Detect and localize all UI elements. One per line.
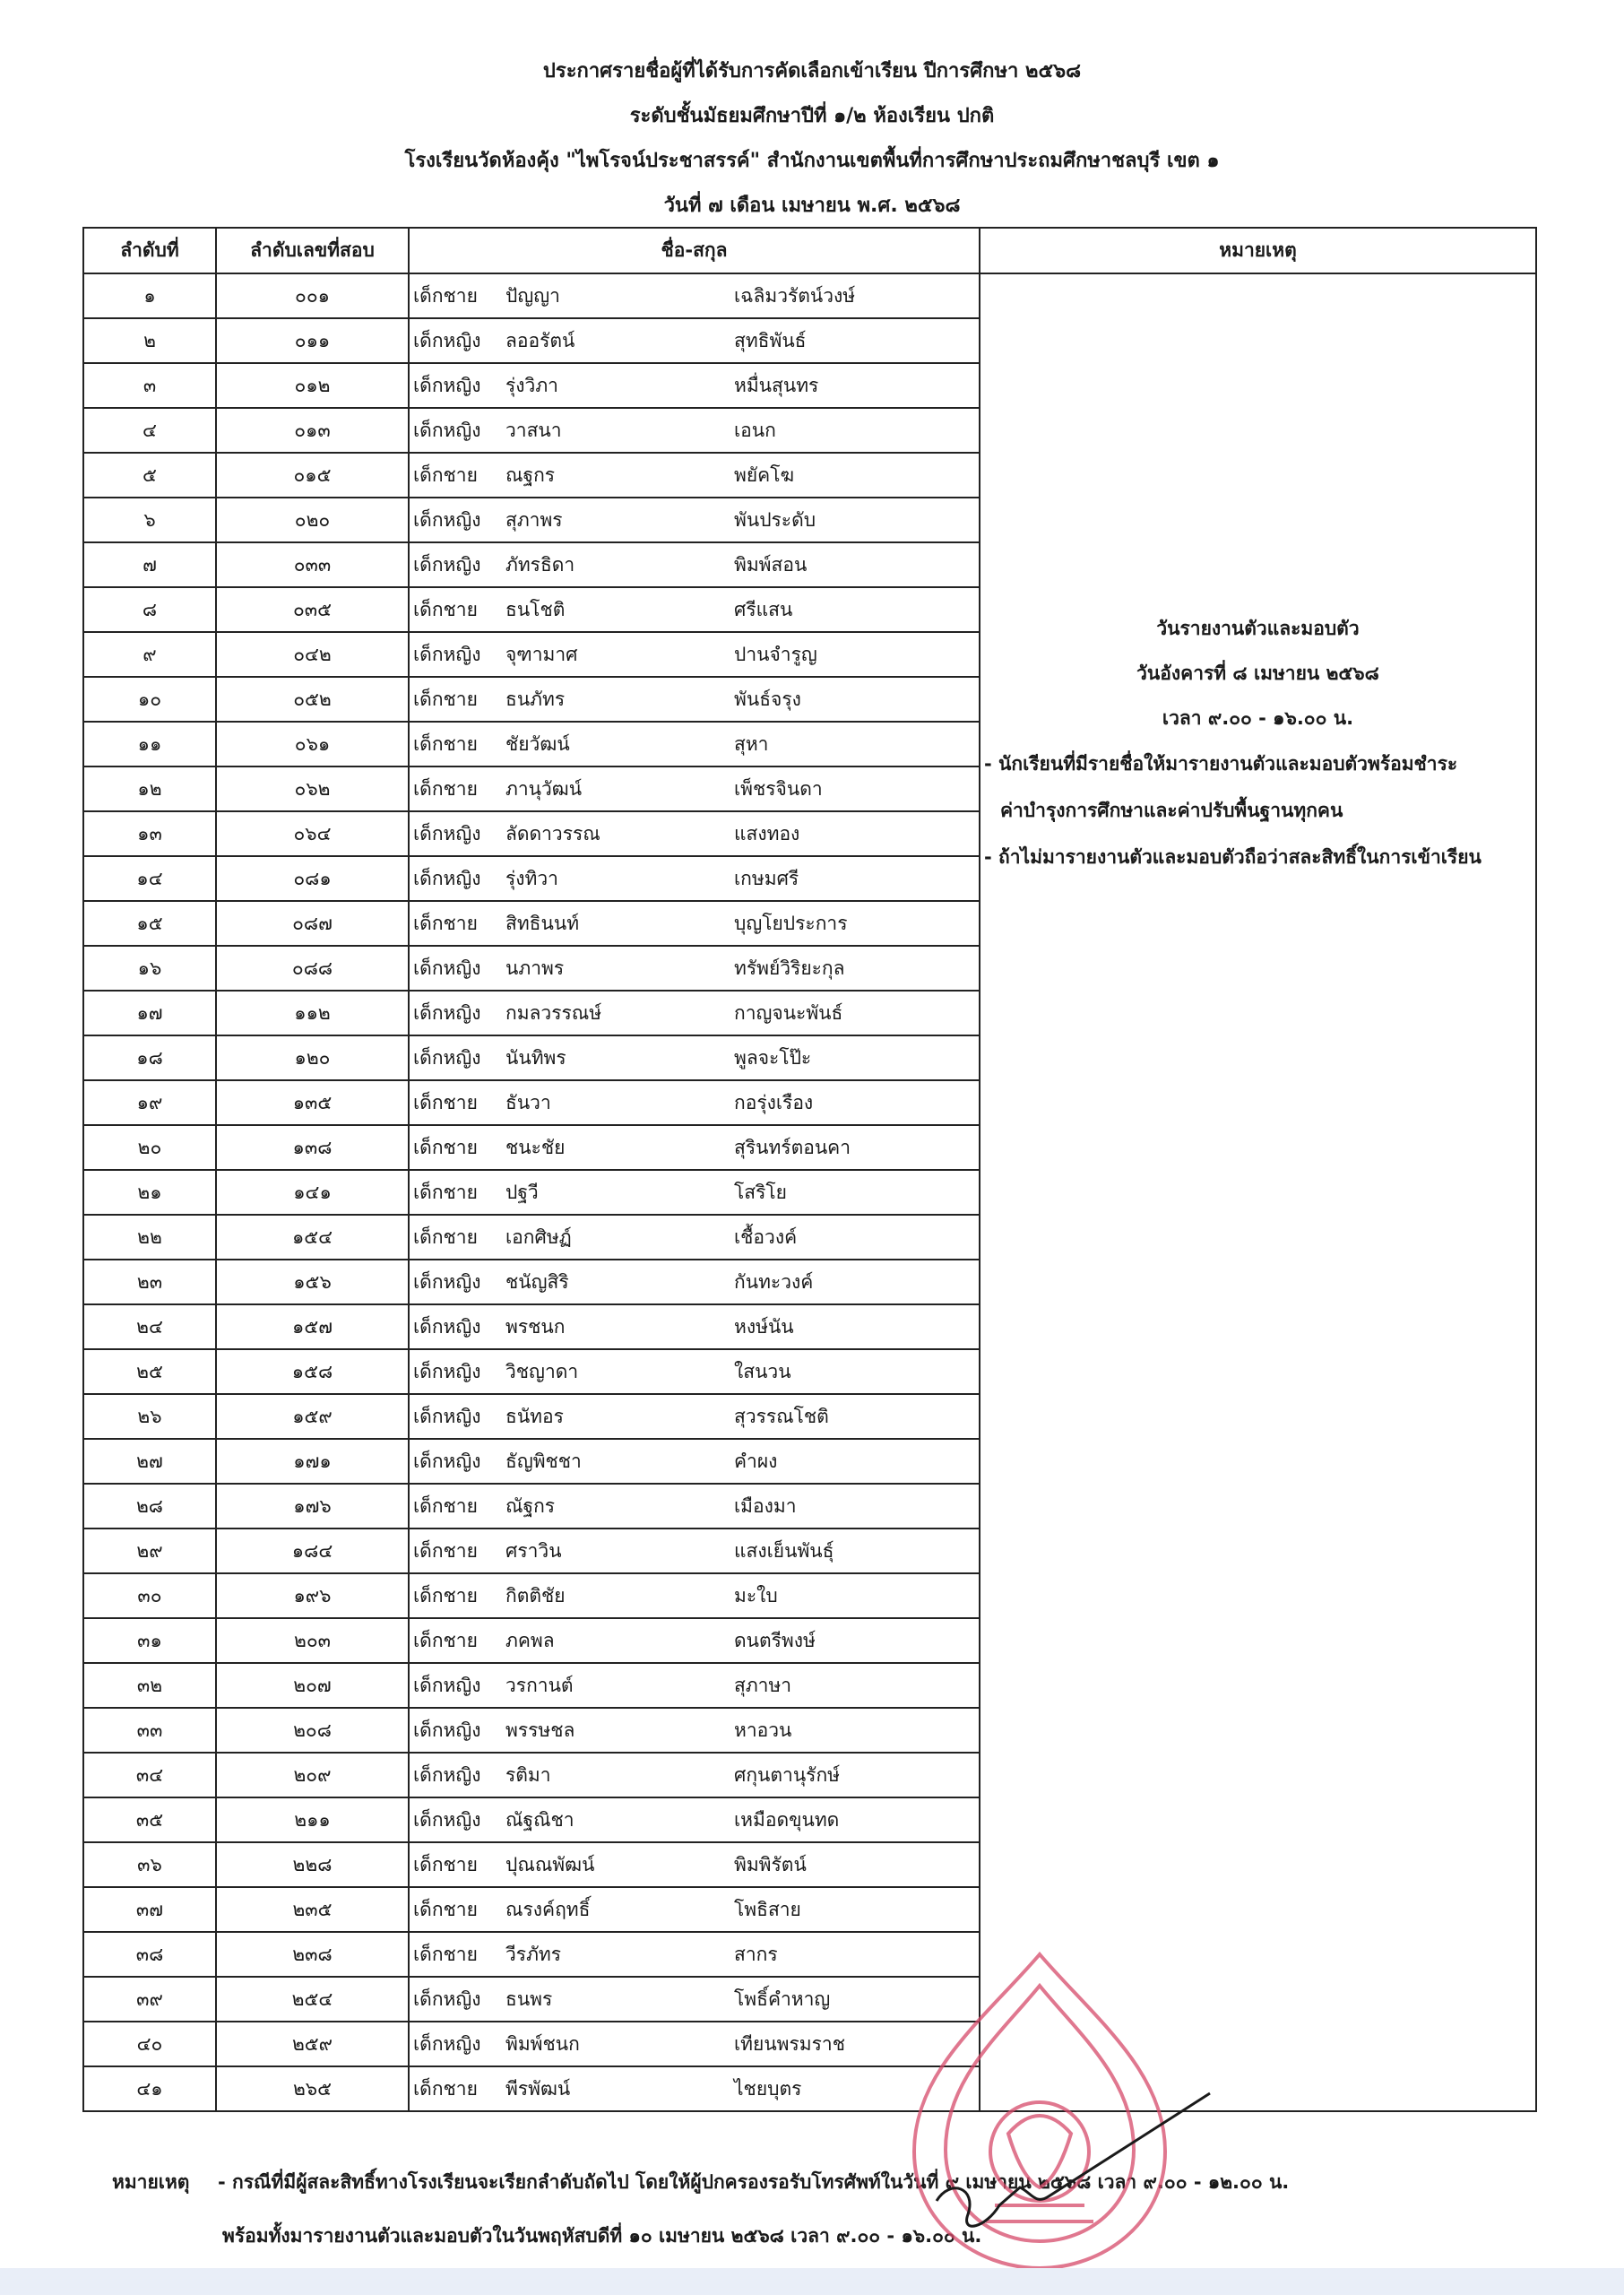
first-name: ธนัทอร: [505, 1405, 564, 1427]
cell-full-name: [409, 1125, 980, 1170]
cell-full-name: [409, 1663, 980, 1708]
cell-order: ๓: [83, 363, 216, 408]
cell-exam-number: ๑๓๘: [216, 1125, 409, 1170]
name-prefix: เด็กชาย: [413, 777, 478, 800]
cell-order: ๑๔: [83, 856, 216, 901]
cell-full-name: [409, 1932, 980, 1977]
name-prefix: เด็กหญิง: [413, 1360, 481, 1382]
last-name: เชื้อวงค์: [734, 1225, 798, 1248]
cell-exam-number: ๒๐๙: [216, 1753, 409, 1797]
last-name: เพ็ชรจินดา: [734, 777, 823, 800]
cell-full-name: [409, 766, 980, 811]
cell-full-name: [409, 1394, 980, 1439]
cell-full-name: [409, 2022, 980, 2066]
col-header-order: ลำดับที่: [83, 228, 216, 273]
cell-full-name: [409, 1304, 980, 1349]
cell-order: ๓๙: [83, 1977, 216, 2022]
footer-line-1: - กรณีที่มีผู้สละสิทธิ์ทางโรงเรียนจะเรียกลำดับถัดไป โดยให้ผู้ปกครองรอรับโทรศัพท์ในวันที่ ๙ เมษายน ๒๕๖๘ เวลา ๙.๐๐ - ๑๒.๐๐ น.: [218, 2171, 1290, 2193]
cell-exam-number: ๐๒๐: [216, 498, 409, 542]
cell-order: ๒๔: [83, 1304, 216, 1349]
cell-order: ๑๓: [83, 811, 216, 856]
name-prefix: เด็กหญิง: [413, 1270, 481, 1293]
first-name: นันทิพร: [505, 1046, 566, 1069]
first-name: ณัฐณิชา: [505, 1808, 574, 1831]
cell-exam-number: ๑๗๑: [216, 1439, 409, 1484]
name-prefix: เด็กหญิง: [413, 374, 481, 396]
cell-full-name: [409, 1035, 980, 1080]
name-prefix: เด็กชาย: [413, 1091, 478, 1113]
cell-full-name: [409, 1797, 980, 1842]
cell-exam-number: ๐๘๑: [216, 856, 409, 901]
cell-order: ๓๖: [83, 1842, 216, 1887]
cell-exam-number: ๑๔๑: [216, 1170, 409, 1215]
last-name: โพธิ์คำหาญ: [734, 1988, 831, 2010]
first-name: พิมพ์ชนก: [505, 2032, 580, 2055]
cell-full-name: [409, 1618, 980, 1663]
name-prefix: เด็กชาย: [413, 688, 478, 710]
cell-order: ๓๒: [83, 1663, 216, 1708]
name-prefix: เด็กหญิง: [413, 1001, 481, 1024]
first-name: ปฐวี: [505, 1181, 539, 1203]
first-name: วีรภัทร: [505, 1943, 562, 1965]
first-name: เอกศิษฏ์: [505, 1225, 572, 1248]
last-name: เฉลิมวรัตน์วงษ์: [734, 284, 856, 307]
cell-order: ๒๑: [83, 1170, 216, 1215]
cell-full-name: [409, 1215, 980, 1260]
cell-exam-number: ๐๘๘: [216, 946, 409, 991]
first-name: กมลวรรณษ์: [505, 1001, 602, 1024]
cell-order: ๙: [83, 632, 216, 677]
cell-exam-number: ๐๑๑: [216, 318, 409, 363]
title-date: วันที่ ๗ เดือน เมษายน พ.ศ. ๒๕๖๘: [663, 195, 961, 217]
first-name: ปัญญา: [505, 284, 560, 307]
name-prefix: เด็กชาย: [413, 1225, 478, 1248]
last-name: พันประดับ: [734, 508, 816, 531]
first-name: พรชนก: [505, 1315, 566, 1338]
first-name: พีรพัฒน์: [505, 2077, 571, 2100]
cell-full-name: [409, 632, 980, 677]
first-name: ภัทรธิดา: [505, 553, 575, 576]
last-name: พิมพิรัตน์: [734, 1853, 807, 1875]
first-name: ชัยวัฒน์: [505, 732, 570, 755]
name-prefix: เด็กชาย: [413, 1629, 478, 1651]
last-name: กันทะวงค์: [734, 1270, 814, 1293]
name-prefix: เด็กชาย: [413, 598, 478, 620]
cell-order: ๒๒: [83, 1215, 216, 1260]
remark-payment-detail: ค่าบำรุงการศึกษาและค่าปรับพื้นฐานทุกคน: [1000, 800, 1343, 821]
cell-exam-number: ๑๑๒: [216, 991, 409, 1035]
name-prefix: เด็กหญิง: [413, 508, 481, 531]
cell-full-name: [409, 991, 980, 1035]
cell-order: ๒: [83, 318, 216, 363]
name-prefix: เด็กชาย: [413, 1136, 478, 1158]
cell-full-name: [409, 453, 980, 498]
name-prefix: เด็กหญิง: [413, 867, 481, 889]
first-name: ชนัญสิริ: [505, 1270, 569, 1293]
name-prefix: เด็กชาย: [413, 1494, 478, 1517]
cell-full-name: [409, 722, 980, 766]
remark-report-day-title: วันรายงานตัวและมอบตัว: [1156, 618, 1360, 639]
remark-forfeit-note: - ถ้าไม่มารายงานตัวและมอบตัวถือว่าสละสิทธิ์ในการเข้าเรียน: [984, 846, 1481, 868]
cell-order: ๓๐: [83, 1573, 216, 1618]
cell-order: ๔๐: [83, 2022, 216, 2066]
first-name: ภานุวัฒน์: [505, 777, 583, 800]
name-prefix: เด็กชาย: [413, 732, 478, 755]
cell-exam-number: ๐๕๒: [216, 677, 409, 722]
cell-full-name: [409, 498, 980, 542]
last-name: ศกุนตานุรักษ์: [734, 1763, 841, 1786]
cell-exam-number: ๐๑๓: [216, 408, 409, 453]
name-prefix: เด็กหญิง: [413, 329, 481, 351]
cell-order: ๔: [83, 408, 216, 453]
last-name: สุทธิพันธ์: [734, 329, 807, 351]
first-name: สุภาพร: [505, 508, 563, 531]
cell-exam-number: ๒๖๕: [216, 2066, 409, 2111]
name-prefix: เด็กหญิง: [413, 419, 481, 441]
last-name: พูลจะโป๊ะ: [734, 1046, 812, 1069]
cell-order: ๓๘: [83, 1932, 216, 1977]
table-row: [83, 273, 1536, 318]
cell-full-name: [409, 1887, 980, 1932]
cell-exam-number: ๒๒๘: [216, 1842, 409, 1887]
cell-exam-number: ๐๓๓: [216, 542, 409, 587]
scan-edge-band: [0, 2268, 1624, 2295]
last-name: หมื่นสุนทร: [734, 374, 819, 396]
first-name: วรกานต์: [505, 1674, 574, 1696]
cell-full-name: [409, 677, 980, 722]
cell-order: ๒๓: [83, 1260, 216, 1304]
cell-full-name: [409, 856, 980, 901]
cell-order: ๒๖: [83, 1394, 216, 1439]
last-name: พยัคโฆ: [734, 463, 795, 486]
first-name: ปุณณพัฒน์: [505, 1853, 595, 1875]
cell-order: ๔๑: [83, 2066, 216, 2111]
last-name: สุวรรณโชติ: [734, 1405, 829, 1427]
cell-exam-number: ๒๐๗: [216, 1663, 409, 1708]
name-prefix: เด็กหญิง: [413, 1405, 481, 1427]
cell-exam-number: ๐๖๔: [216, 811, 409, 856]
name-prefix: เด็กชาย: [413, 1898, 478, 1920]
cell-remark: [980, 273, 1536, 2111]
first-name: พรรษชล: [505, 1719, 575, 1741]
cell-full-name: [409, 946, 980, 991]
cell-order: ๓๗: [83, 1887, 216, 1932]
name-prefix: เด็กชาย: [413, 1943, 478, 1965]
last-name: เอนก: [734, 419, 776, 441]
first-name: วาสนา: [505, 419, 562, 441]
last-name: โพธิสาย: [734, 1898, 801, 1920]
last-name: เมืองมา: [734, 1494, 797, 1517]
remark-report-date: วันอังคารที่ ๘ เมษายน ๒๕๖๘: [1136, 663, 1379, 684]
remark-payment-note: - นักเรียนที่มีรายชื่อให้มารายงานตัวและมอบตัวพร้อมชำระ: [984, 753, 1458, 775]
last-name: สุหา: [734, 732, 769, 755]
name-prefix: เด็กชาย: [413, 2077, 478, 2100]
cell-exam-number: ๐๘๗: [216, 901, 409, 946]
name-prefix: เด็กหญิง: [413, 1674, 481, 1696]
cell-exam-number: ๒๓๕: [216, 1887, 409, 1932]
cell-exam-number: ๒๑๑: [216, 1797, 409, 1842]
document-header: [0, 49, 1624, 229]
last-name: มะใบ: [734, 1584, 778, 1606]
name-prefix: เด็กชาย: [413, 1584, 478, 1606]
first-name: ณัฐกร: [505, 1494, 556, 1517]
cell-exam-number: ๑๓๕: [216, 1080, 409, 1125]
cell-exam-number: ๑๙๖: [216, 1573, 409, 1618]
cell-exam-number: ๐๔๒: [216, 632, 409, 677]
name-prefix: เด็กชาย: [413, 912, 478, 934]
first-name: ธนพร: [505, 1988, 553, 2010]
last-name: กาญจนะพันธ์: [734, 1001, 843, 1024]
cell-full-name: [409, 1753, 980, 1797]
remark-report-time: เวลา ๙.๐๐ - ๑๖.๐๐ น.: [1162, 707, 1354, 729]
cell-order: ๒๙: [83, 1529, 216, 1573]
last-name: พันธ์จรุง: [734, 688, 801, 710]
cell-order: ๑๘: [83, 1035, 216, 1080]
cell-full-name: [409, 1080, 980, 1125]
cell-order: ๑๕: [83, 901, 216, 946]
cell-exam-number: ๒๓๘: [216, 1932, 409, 1977]
title-line-2: ระดับชั้นมัธยมศึกษาปีที่ ๑/๒ ห้องเรียน ปกติ: [629, 105, 995, 127]
cell-full-name: [409, 1842, 980, 1887]
cell-order: ๓๕: [83, 1797, 216, 1842]
cell-full-name: [409, 1260, 980, 1304]
student-list-table: [82, 227, 1537, 2112]
name-prefix: เด็กหญิง: [413, 553, 481, 576]
cell-order: ๑๒: [83, 766, 216, 811]
col-header-exam-number: ลำดับเลขที่สอบ: [216, 228, 409, 273]
last-name: บุญโยประการ: [734, 912, 848, 934]
cell-order: ๑: [83, 273, 216, 318]
first-name: ธนโชติ: [505, 598, 566, 620]
cell-order: ๒๕: [83, 1349, 216, 1394]
first-name: ธันวา: [505, 1091, 551, 1113]
cell-order: ๕: [83, 453, 216, 498]
last-name: ดนตรีพงษ์: [734, 1629, 816, 1651]
cell-full-name: [409, 2066, 980, 2111]
last-name: ทรัพย์วิริยะกุล: [734, 957, 845, 979]
last-name: เกษมศรี: [734, 867, 799, 889]
first-name: ลัดดาวรรณ: [505, 822, 600, 844]
cell-exam-number: ๑๒๐: [216, 1035, 409, 1080]
remark-notes: [980, 606, 1535, 880]
first-name: ณฐกร: [505, 463, 556, 486]
last-name: ศรีแสน: [734, 598, 793, 620]
last-name: ไชยบุตร: [734, 2077, 802, 2100]
cell-full-name: [409, 363, 980, 408]
name-prefix: เด็กหญิง: [413, 1988, 481, 2010]
cell-exam-number: ๑๗๖: [216, 1484, 409, 1529]
footer-label: หมายเหตุ: [112, 2171, 190, 2193]
cell-order: ๓๑: [83, 1618, 216, 1663]
name-prefix: เด็กชาย: [413, 1181, 478, 1203]
name-prefix: เด็กหญิง: [413, 1763, 481, 1786]
cell-exam-number: ๐๓๕: [216, 587, 409, 632]
name-prefix: เด็กหญิง: [413, 1315, 481, 1338]
cell-order: ๑๗: [83, 991, 216, 1035]
cell-order: ๑๖: [83, 946, 216, 991]
name-prefix: เด็กหญิง: [413, 643, 481, 665]
last-name: แสงเย็นพันธุ์: [734, 1539, 834, 1562]
last-name: เทียนพรมราช: [734, 2032, 845, 2055]
cell-full-name: [409, 1349, 980, 1394]
cell-full-name: [409, 318, 980, 363]
first-name: นภาพร: [505, 957, 565, 979]
cell-full-name: [409, 1977, 980, 2022]
cell-order: ๓๔: [83, 1753, 216, 1797]
last-name: สุรินทร์ตอนคา: [734, 1136, 851, 1158]
cell-exam-number: ๑๕๔: [216, 1215, 409, 1260]
name-prefix: เด็กชาย: [413, 1539, 478, 1562]
last-name: โสริโย: [734, 1181, 787, 1203]
first-name: ชนะชัย: [505, 1136, 566, 1158]
cell-exam-number: ๑๕๙: [216, 1394, 409, 1439]
cell-full-name: [409, 1529, 980, 1573]
cell-full-name: [409, 1170, 980, 1215]
last-name: พิมพ์สอน: [734, 553, 808, 576]
name-prefix: เด็กชาย: [413, 463, 478, 486]
cell-order: ๓๓: [83, 1708, 216, 1753]
last-name: กอรุ่งเรือง: [734, 1091, 814, 1113]
first-name: ลออรัตน์: [505, 329, 575, 351]
name-prefix: เด็กชาย: [413, 284, 478, 307]
cell-full-name: [409, 1439, 980, 1484]
cell-order: ๒๐: [83, 1125, 216, 1170]
cell-exam-number: ๒๐๓: [216, 1618, 409, 1663]
name-prefix: เด็กหญิง: [413, 1046, 481, 1069]
cell-exam-number: ๐๖๒: [216, 766, 409, 811]
first-name: ณรงค์ฤทธิ์: [505, 1898, 591, 1920]
name-prefix: เด็กหญิง: [413, 1450, 481, 1472]
name-prefix: เด็กหญิง: [413, 957, 481, 979]
cell-order: ๘: [83, 587, 216, 632]
cell-order: ๗: [83, 542, 216, 587]
cell-exam-number: ๑๕๗: [216, 1304, 409, 1349]
first-name: ภคพล: [505, 1629, 555, 1651]
last-name: คำผง: [734, 1450, 778, 1472]
cell-exam-number: ๐๐๑: [216, 273, 409, 318]
first-name: ธนภัทร: [505, 688, 566, 710]
cell-order: ๒๗: [83, 1439, 216, 1484]
cell-exam-number: ๑๘๔: [216, 1529, 409, 1573]
cell-order: ๖: [83, 498, 216, 542]
first-name: ศราวิน: [505, 1539, 562, 1562]
cell-exam-number: ๑๕๖: [216, 1260, 409, 1304]
first-name: รุ่งทิวา: [505, 867, 558, 889]
cell-full-name: [409, 901, 980, 946]
first-name: จุฑามาศ: [505, 643, 578, 665]
cell-full-name: [409, 587, 980, 632]
first-name: ธัญพิชชา: [505, 1450, 582, 1472]
col-header-name: ชื่อ-สกุล: [409, 228, 980, 273]
last-name: หงษ์นัน: [734, 1315, 794, 1338]
name-prefix: เด็กชาย: [413, 1853, 478, 1875]
table-header-row: [83, 228, 1536, 273]
name-prefix: เด็กหญิง: [413, 1719, 481, 1741]
first-name: กิตติชัย: [505, 1584, 566, 1606]
last-name: ใสนวน: [734, 1360, 791, 1382]
last-name: สุภาษา: [734, 1674, 792, 1696]
first-name: วิชญาดา: [505, 1360, 579, 1382]
cell-exam-number: ๐๖๑: [216, 722, 409, 766]
footer-line-2: พร้อมทั้งมารายงานตัวและมอบตัวในวันพฤหัสบดีที่ ๑๐ เมษายน ๒๕๖๘ เวลา ๙.๐๐ - ๑๖.๐๐ น.: [222, 2225, 982, 2247]
cell-full-name: [409, 1484, 980, 1529]
cell-full-name: [409, 811, 980, 856]
last-name: เหมือดขุนทด: [734, 1808, 840, 1831]
col-header-remark: หมายเหตุ: [980, 228, 1536, 273]
cell-exam-number: ๒๕๔: [216, 1977, 409, 2022]
cell-full-name: [409, 408, 980, 453]
name-prefix: เด็กหญิง: [413, 2032, 481, 2055]
cell-full-name: [409, 1708, 980, 1753]
cell-exam-number: ๒๐๘: [216, 1708, 409, 1753]
cell-order: ๑๙: [83, 1080, 216, 1125]
first-name: รุ่งวิภา: [505, 374, 558, 396]
cell-full-name: [409, 542, 980, 587]
last-name: สากร: [734, 1943, 778, 1965]
first-name: รติมา: [505, 1763, 551, 1786]
footer-note: [112, 2155, 1564, 2263]
title-line-3: โรงเรียนวัดห้องคุ้ง "ไพโรจน์ประชาสรรค์" สำนักงานเขตพื้นที่การศึกษาประถมศึกษาชลบุรี เขต ๑: [404, 150, 1220, 172]
first-name: สิทธินนท์: [505, 912, 580, 934]
cell-exam-number: ๒๕๙: [216, 2022, 409, 2066]
cell-order: ๑๐: [83, 677, 216, 722]
name-prefix: เด็กหญิง: [413, 822, 481, 844]
cell-order: ๒๘: [83, 1484, 216, 1529]
cell-full-name: [409, 273, 980, 318]
last-name: หาอวน: [734, 1719, 792, 1741]
name-prefix: เด็กหญิง: [413, 1808, 481, 1831]
title-line-1: ประกาศรายชื่อผู้ที่ได้รับการคัดเลือกเข้าเรียน ปีการศึกษา ๒๕๖๘: [542, 60, 1082, 82]
cell-full-name: [409, 1573, 980, 1618]
last-name: ปานจำรูญ: [734, 643, 817, 665]
cell-exam-number: ๑๕๘: [216, 1349, 409, 1394]
last-name: แสงทอง: [734, 822, 800, 844]
cell-exam-number: ๐๑๕: [216, 453, 409, 498]
cell-exam-number: ๐๑๒: [216, 363, 409, 408]
cell-order: ๑๑: [83, 722, 216, 766]
